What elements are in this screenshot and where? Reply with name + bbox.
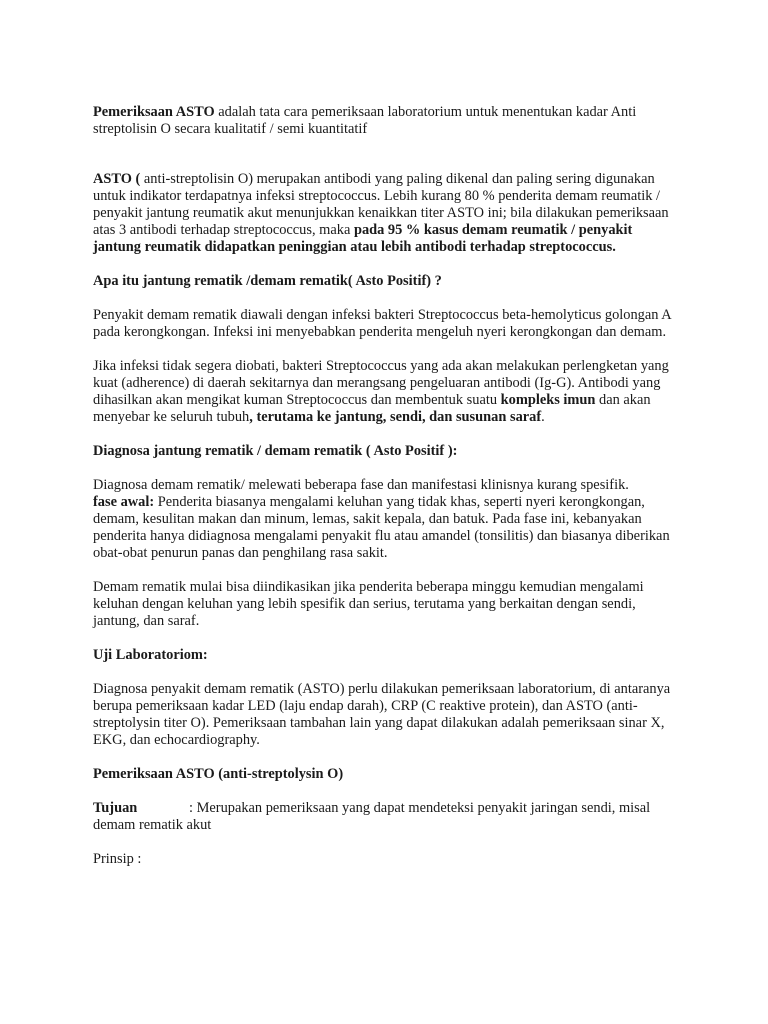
emphasis-95-percent: pada 95 % kasus demam reumatik / penyakit jantung reumatik didapatkan peninggian atau lebih antibodi terhadap streptococcus. [93,222,633,255]
paragraph-asto-intro: ASTO ( anti-streptolisin O) merupakan antibodi yang paling dikenal dan paling sering digunakan untuk indikator terdapatnya infeksi streptococcus. Lebih kurang 80 % penderita demam reumatik / penyakit jantung reumatik akut menunjukkan kenaikkan titer ASTO ini; bila dilakukan pemeriksaan atas 3 antibodi terhadap streptococcus, maka pada 95 % kasus demam reumatik / penyakit jantung reumatik didapatkan peninggian atau lebih antibodi terhadap streptococcus. [93,171,669,255]
term-fase-awal: fase awal: [93,494,155,510]
term-pemeriksaan-asto: Pemeriksaan ASTO [93,104,215,120]
heading-apa-itu: Apa itu jantung rematik /demam rematik( Asto Positif) ? [93,273,442,289]
heading-pemeriksaan-asto: Pemeriksaan ASTO (anti-streptolysin O) [93,766,344,782]
paragraph-penyakit: Penyakit demam rematik diawali dengan infeksi bakteri Streptococcus beta-hemolyticus golongan A pada kerongkongan. Infeksi ini menyebabkan penderita mengeluh nyeri kerongkongan dan demam. [93,307,671,340]
emphasis-jantung-sendi: , terutama ke jantung, sendi, dan susunan saraf [249,409,542,425]
paragraph-diagnosa: Diagnosa demam rematik/ melewati beberapa fase dan manifestasi klinisnya kurang spesifik. fase awal: Penderita biasanya mengalami keluhan yang tidak khas, seperti nyeri kerongkongan, demam, kesulitan makan dan minum, lemas, sakit kepala, dan batuk. Pada fase ini, kebanyakan penderita hanya didiagnosa mengalami penyakit flu atau amandel (tonsilitis) dan biasanya diberikan obat-obat penurun panas dan penghilang rasa sakit. [93,477,670,561]
paragraph-tujuan: Tujuan : Merupakan pemeriksaan yang dapat mendeteksi penyakit jaringan sendi, misal demam rematik akut [93,800,651,833]
paragraph-uji-lab: Diagnosa penyakit demam rematik (ASTO) perlu dilakukan pemeriksaan laboratorium, di antaranya berupa pemeriksaan kadar LED (laju endap darah), CRP (C reaktive protein), dan ASTO (anti-streptolysin titer O). Pemeriksaan tambahan lain yang dapat dilakukan adalah pemeriksaan sinar X, EKG, dan echocardiography. [93,681,671,748]
paragraph-infeksi: Jika infeksi tidak segera diobati, bakteri Streptococcus yang ada akan melakukan perlengketan yang kuat (adherence) di daerah sekitarnya dan merangsang pengeluaran antibodi (Ig-G). Antibodi yang dihasilkan akan mengikat kuman Streptococcus dan membentuk suatu kompleks imun dan akan menyebar ke seluruh tubuh, terutama ke jantung, sendi, dan susunan saraf. [93,358,669,425]
heading-uji-lab: Uji Laboratoriom: [93,647,208,663]
label-prinsip: Prinsip : [93,851,142,867]
paragraph-definition: Pemeriksaan ASTO adalah tata cara pemeriksaan laboratorium untuk menentukan kadar Anti streptolisin O secara kualitatif / semi kuantitatif [93,104,637,137]
label-tujuan: Tujuan [93,800,138,816]
heading-diagnosa: Diagnosa jantung rematik / demam rematik ( Asto Positif ): [93,443,458,459]
term-kompleks-imun: kompleks imun [500,392,596,408]
paragraph-demam-rematik: Demam rematik mulai bisa diindikasikan jika penderita beberapa minggu kemudian mengalami keluhan dengan keluhan yang lebih spesifik dan serius, terutama yang berkaitan dengan sendi, jantung, dan saraf. [93,579,644,629]
term-asto: ASTO ( [93,171,144,187]
